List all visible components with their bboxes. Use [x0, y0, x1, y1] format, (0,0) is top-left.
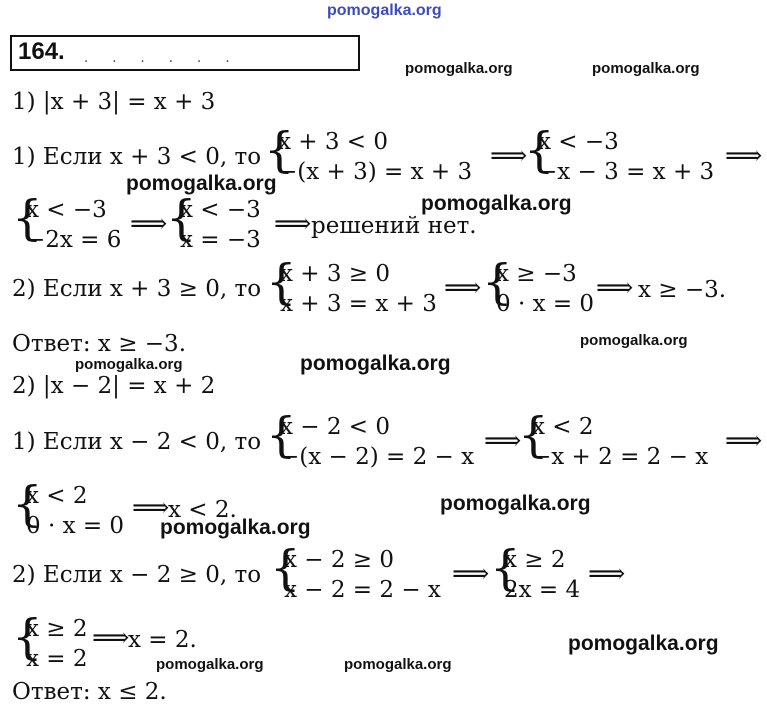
- brace: {: [264, 122, 295, 178]
- implies-arrow: ⟹: [132, 493, 170, 523]
- part2-case1-system-c: [12, 476, 142, 540]
- implies-arrow: ⟹: [444, 273, 482, 303]
- brace: {: [12, 190, 43, 246]
- problem-header: [10, 35, 360, 71]
- brace: {: [266, 254, 297, 310]
- brace: {: [490, 540, 521, 596]
- watermark-top: pomogalka.org: [327, 2, 442, 19]
- watermark: pomogalka.org: [126, 172, 277, 195]
- system-line: x = 2: [26, 646, 88, 672]
- part1-case2-system-b: [482, 254, 602, 318]
- part2-case1-system-b: [518, 407, 718, 471]
- system-line: x = −3: [180, 227, 261, 253]
- brace: {: [482, 254, 513, 310]
- system-line: 2x = 4: [504, 577, 581, 603]
- part1-case2-condition: 2) Если x + 3 ≥ 0, то: [12, 276, 262, 302]
- implies-arrow: ⟹: [725, 426, 763, 456]
- watermark: pomogalka.org: [300, 352, 451, 375]
- watermark: pomogalka.org: [75, 356, 183, 373]
- system-line: x < 2: [26, 483, 88, 509]
- part1-case1-condition: 1) Если x + 3 < 0, то: [12, 144, 262, 170]
- system-line: x ≥ 2: [26, 616, 88, 642]
- system-line: x + 3 = x + 3: [280, 291, 437, 317]
- implies-arrow: ⟹: [92, 623, 130, 653]
- brace: {: [518, 407, 549, 463]
- watermark: pomogalka.org: [440, 492, 591, 515]
- system-line: −(x − 2) = 2 − x: [280, 444, 475, 470]
- implies-arrow: ⟹: [130, 209, 168, 239]
- system-line: x + 3 < 0: [278, 129, 389, 155]
- part2-case2-system-b: [490, 540, 590, 604]
- part2-case1-result: x < 2.: [168, 497, 237, 523]
- part1-title: 1) |x + 3| = x + 3: [12, 89, 216, 115]
- system-line: x − 2 = 2 − x: [284, 577, 441, 603]
- system-line: x < −3: [538, 129, 619, 155]
- part2-answer: Ответ: x ≤ 2.: [12, 679, 167, 705]
- watermark: pomogalka.org: [405, 60, 513, 77]
- system-line: x < 2: [532, 414, 594, 440]
- part1-case1-system-b: [524, 122, 724, 186]
- system-line: x < −3: [26, 197, 107, 223]
- system-line: x ≥ 2: [504, 547, 566, 573]
- part2-case1-system-a: [266, 407, 486, 471]
- implies-arrow: ⟹: [725, 141, 763, 171]
- part2-case2-system-c: [12, 609, 102, 673]
- watermark: pomogalka.org: [592, 60, 700, 77]
- system-line: 0 · x = 0: [26, 513, 125, 539]
- watermark: pomogalka.org: [344, 656, 452, 673]
- implies-arrow: ⟹: [588, 559, 626, 589]
- header-obscured-text: . . . . . .: [84, 51, 240, 66]
- brace: {: [524, 122, 555, 178]
- system-line: −x + 2 = 2 − x: [532, 444, 709, 470]
- brace: {: [12, 609, 43, 665]
- system-line: x < −3: [180, 197, 261, 223]
- watermark: pomogalka.org: [421, 192, 572, 215]
- brace: {: [166, 190, 197, 246]
- part1-case1-system-d: [166, 190, 276, 254]
- implies-arrow: ⟹: [484, 426, 522, 456]
- system-line: 0 · x = 0: [496, 291, 595, 317]
- watermark: pomogalka.org: [156, 656, 264, 673]
- watermark: pomogalka.org: [568, 632, 719, 655]
- system-line: x + 3 ≥ 0: [280, 261, 391, 287]
- part1-case1-system-c: [12, 190, 132, 254]
- system-line: −x − 3 = x + 3: [538, 159, 715, 185]
- problem-number: 164.: [18, 38, 65, 65]
- system-line: x − 2 ≥ 0: [284, 547, 395, 573]
- watermark: pomogalka.org: [580, 332, 688, 349]
- part1-case2-system-a: [266, 254, 446, 318]
- part2-case2-system-a: [270, 540, 450, 604]
- implies-arrow: ⟹: [452, 559, 490, 589]
- brace: {: [12, 476, 43, 532]
- part1-case1-result: решений нет.: [311, 213, 477, 239]
- implies-arrow: ⟹: [490, 141, 528, 171]
- implies-arrow: ⟹: [596, 273, 634, 303]
- part2-case1-condition: 1) Если x − 2 < 0, то: [12, 429, 262, 455]
- part1-case2-result: x ≥ −3.: [638, 277, 727, 303]
- brace: {: [270, 540, 301, 596]
- system-line: −2x = 6: [26, 227, 122, 253]
- part2-case2-condition: 2) Если x − 2 ≥ 0, то: [12, 562, 262, 588]
- part2-case2-result: x = 2.: [128, 627, 197, 653]
- watermark: pomogalka.org: [160, 516, 311, 539]
- system-line: x ≥ −3: [496, 261, 577, 287]
- part2-title: 2) |x − 2| = x + 2: [12, 373, 216, 399]
- part1-answer: Ответ: x ≥ −3.: [12, 331, 187, 357]
- implies-arrow: ⟹: [274, 209, 312, 239]
- system-line: x − 2 < 0: [280, 414, 391, 440]
- part1-case1-system-a: [264, 122, 494, 186]
- brace: {: [266, 407, 297, 463]
- system-line: −(x + 3) = x + 3: [278, 159, 473, 185]
